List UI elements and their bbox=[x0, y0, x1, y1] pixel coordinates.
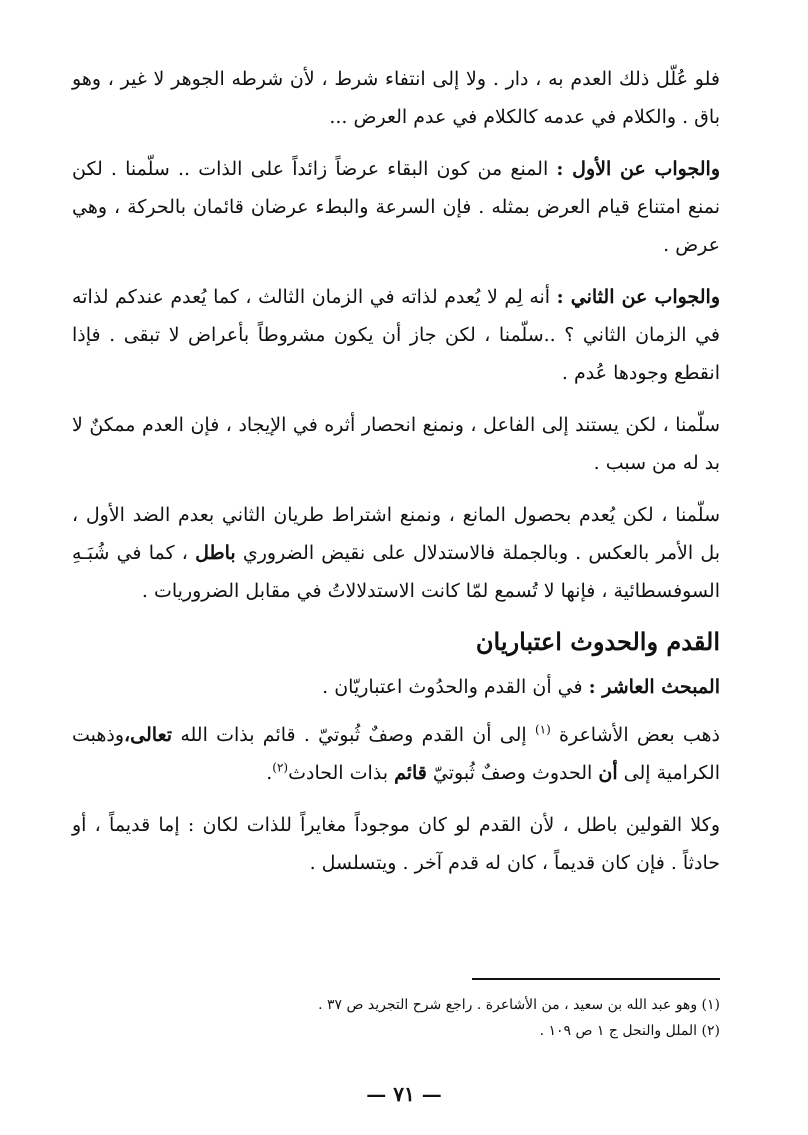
answer-second-heading: والجواب عن الثاني : bbox=[556, 286, 720, 308]
topic-text: في أن القدم والحدُوث اعتباريّان . bbox=[322, 676, 589, 698]
page-number: — ٧١ — bbox=[366, 1082, 442, 1106]
paragraph-6-bold-1: تعالى، bbox=[124, 724, 173, 746]
footnotes bbox=[72, 992, 720, 1044]
paragraph-6-a: ذهب بعض الأشاعرة bbox=[550, 724, 721, 746]
answer-first-heading: والجواب عن الأول : bbox=[556, 158, 720, 180]
topic-heading: المبحث العاشر : bbox=[588, 676, 720, 698]
footnote-divider bbox=[472, 978, 720, 980]
paragraph-7 bbox=[72, 806, 720, 882]
paragraph-6-bold-2: أن bbox=[598, 762, 618, 784]
paragraph-4-text: سلّمنا ، لكن يستند إلى الفاعل ، ونمنع انحصار أثره في الإيجاد ، فإن العدم ممكنٌ لا بد له من سبب . bbox=[72, 414, 720, 474]
footnote-1: (١) وهو عبد الله بن سعيد ، من الأشاعرة . راجع شرح التجريد ص ٣٧ . bbox=[318, 997, 720, 1013]
paragraph-5-bold: باطل bbox=[195, 542, 236, 564]
paragraph-6-c: وذهبت الكرامية إلى bbox=[72, 724, 720, 784]
footnote-ref-2: (٢) bbox=[272, 760, 289, 775]
paragraph-5 bbox=[72, 496, 720, 610]
paragraph-6-d: الحدوث وصفٌ ثُبوتيّ bbox=[426, 762, 599, 784]
paragraph-7-text: وكلا القولين باطل ، لأن القدم لو كان موجوداً مغايراً للذات لكان : إما قديماً ، أو حادثاً . فإن كان قديماً ، كان له قدم آخر . ويتسلسل . bbox=[72, 814, 720, 874]
paragraph-1-text: فلو عُلّل ذلك العدم به ، دار . ولا إلى انتفاء شرط ، لأن شرطه الجوهر لا غير ، وهو باق . والكلام في عدمه كالكلام في عدم العرض ... bbox=[72, 68, 720, 128]
paragraph-6-f: . bbox=[266, 762, 273, 784]
paragraph-6-b: إلى أن القدم وصفٌ ثُبوتيّ . قائم بذات الله bbox=[172, 724, 535, 746]
paragraph-3 bbox=[72, 278, 720, 392]
paragraph-3-text: أنه لِم لا يُعدم لذاته في الزمان الثالث ، كما يُعدم عندكم لذاته في الزمان الثاني ؟ ..سلّمنا ، لكن جاز أن يكون مشروطاً بأعراض لا تبقى . فإذا انقطع وجودها عُدم . bbox=[72, 286, 720, 384]
paragraph-6-e: بذات الحادث bbox=[288, 762, 395, 784]
paragraph-6-bold-3: قائم bbox=[394, 762, 427, 784]
section-title: القدم والحدوث اعتباريان bbox=[475, 627, 720, 656]
paragraph-2-text: المنع من كون البقاء عرضاً زائداً على الذات .. سلّمنا . لكن نمنع امتناع قيام العرض بمثله . فإن السرعة والبطء عرضان قائمان بالحركة ، وهي عرض . bbox=[72, 158, 720, 256]
paragraph-6 bbox=[72, 716, 720, 792]
page-body bbox=[72, 60, 720, 896]
footnote-ref-1: (١) bbox=[534, 722, 551, 737]
topic-line bbox=[72, 668, 720, 706]
paragraph-1 bbox=[72, 60, 720, 136]
footnote-2: (٢) الملل والنحل ج ١ ص ١٠٩ . bbox=[539, 1023, 720, 1039]
paragraph-4 bbox=[72, 406, 720, 482]
paragraph-5-text: سلّمنا ، لكن يُعدم بحصول المانع ، ونمنع اشتراط طريان الثاني بعدم الضد الأول ، بل الأمر بالعكس . وبالجملة فالاستدلال على نقيض الضروري bbox=[72, 504, 721, 564]
paragraph-2 bbox=[72, 150, 720, 264]
paragraph-5-tail: ، كما في شُبَـهِ السوفسطائية ، فإنها لا تُسمع لمّا كانت الاستدلالاتُ في مقابل الضروريات . bbox=[72, 542, 720, 602]
